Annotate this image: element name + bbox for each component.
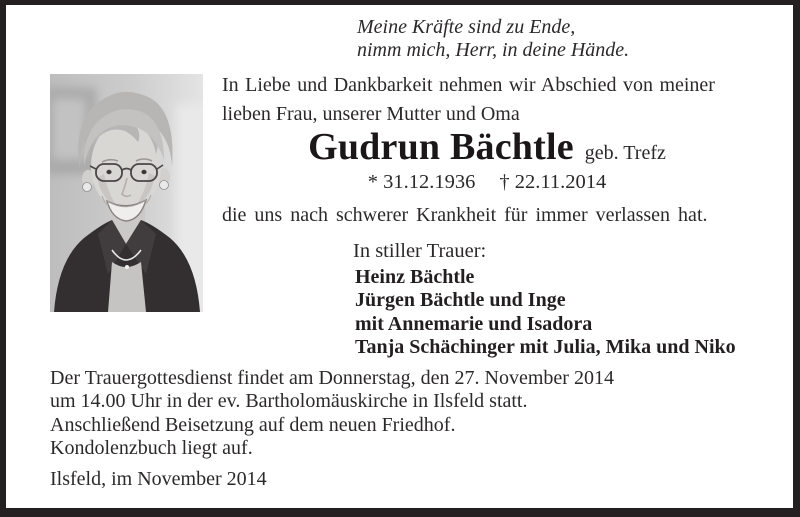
frame-border-top [0,0,800,5]
deceased-name: Gudrun Bächtle [308,126,574,168]
deceased-name-row [222,125,752,169]
mourners-list [355,266,736,360]
farewell-line: die uns nach schwerer Krankheit für immer verlassen hat. [222,204,708,226]
funeral-line-1: Der Trauergottesdienst findet am Donnerstag, den 27. November 2014 [50,367,614,389]
portrait-photo [50,74,203,312]
mourner-line-2: Jürgen Bächtle und Inge [355,289,566,312]
photo-inner-top [108,262,146,312]
frame-border-left [0,0,6,517]
epigraph-line-1: Meine Kräfte sind zu Ende, [357,16,576,38]
life-dates [222,171,752,194]
photo-earring-left [83,183,92,192]
mourning-label: In stiller Trauer: [353,240,487,262]
funeral-line-2: um 14.00 Uhr in der ev. Bartholomäuskirche in Ilsfeld statt. [50,390,528,413]
mourner-line-3: mit Annemarie und Isadora [355,312,593,335]
epigraph-verse [357,16,629,62]
frame-border-right [793,0,800,517]
maiden-name: geb. Trefz [584,142,666,164]
funeral-line-4: Kondolenzbuch liegt auf. [50,437,253,460]
death-date: † 22.11.2014 [499,171,607,193]
funeral-line-3: Anschließend Beisetzung auf dem neuen Friedhof. [50,413,456,436]
funeral-info [50,367,614,461]
intro-paragraph [222,71,715,128]
intro-line-2: lieben Frau, unserer Mutter und Oma [222,102,520,125]
frame-border-bottom [0,508,800,517]
intro-line-1: In Liebe und Dankbarkeit nehmen wir Abschied von meiner [222,74,715,96]
mourner-line-4: Tanja Schächinger mit Julia, Mika und Niko [355,336,736,359]
mourner-line-1: Heinz Bächtle [355,266,475,288]
birth-date: * 31.12.1936 [367,171,476,193]
epigraph-line-2: nimm mich, Herr, in deine Hände. [357,39,630,61]
photo-earring-right [160,181,169,190]
place-and-date: Ilsfeld, im November 2014 [50,468,267,490]
